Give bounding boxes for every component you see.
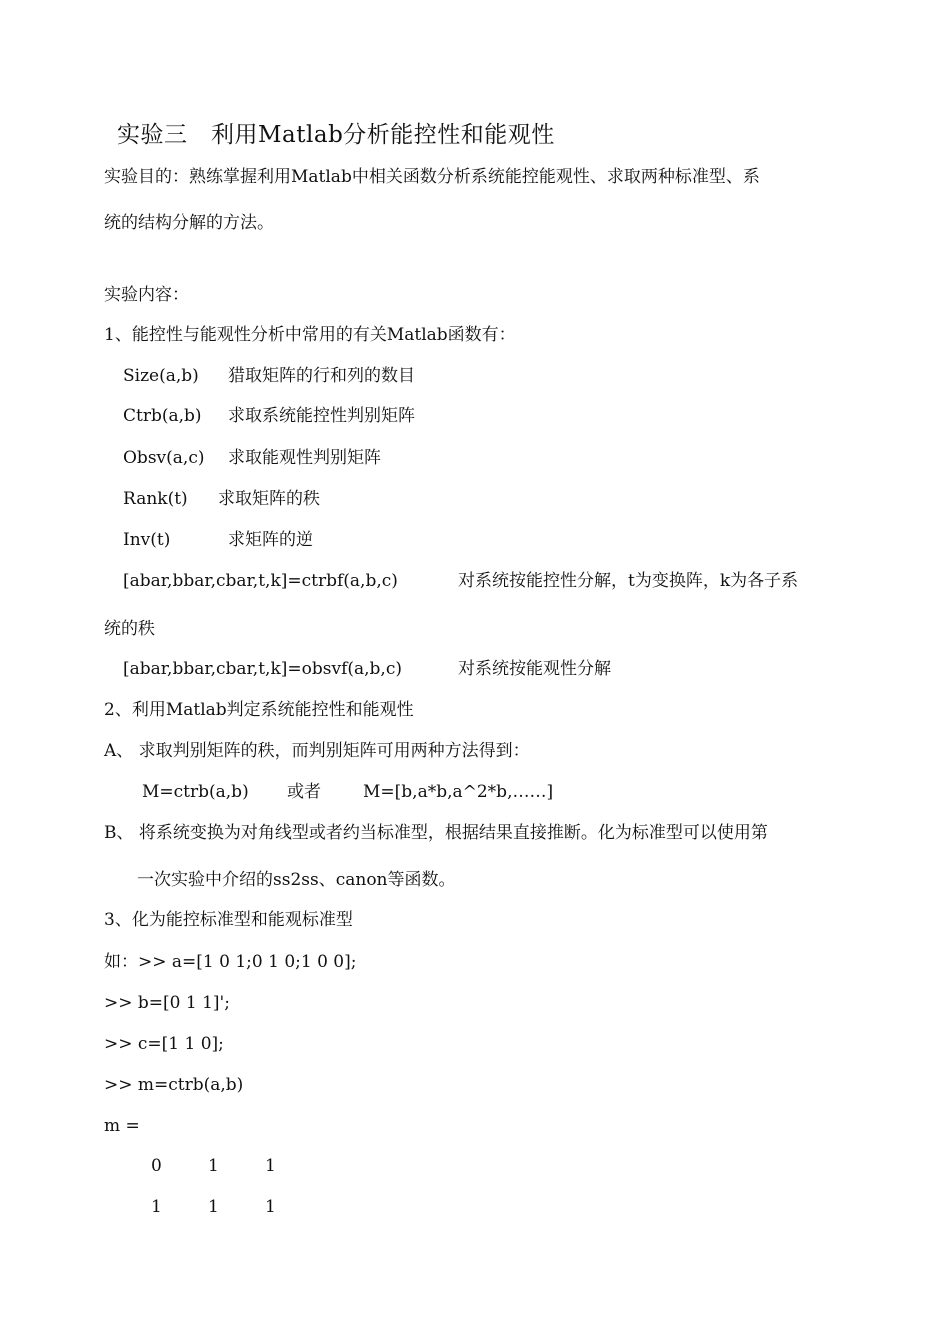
content-heading: 实验内容：	[104, 285, 189, 305]
matrix-cell: 0	[151, 1156, 162, 1176]
item-a-or: 或者	[287, 782, 321, 802]
item-a-formula-1: M=ctrb(a,b)	[142, 782, 249, 802]
function-name: Size(a,b)	[123, 366, 199, 386]
obsvf-desc: 对系统按能观性分解	[458, 659, 611, 679]
ctrbf-desc: 对系统按能控性分解，t为变换阵，k为各子系	[458, 571, 799, 591]
section3-heading: 3、化为能控标准型和能观标准型	[104, 910, 353, 930]
function-desc: 求取能观性判别矩阵	[228, 448, 381, 468]
code-line: >> c=[1 1 0];	[104, 1034, 224, 1054]
page-title: 实验三 利用Matlab分析能控性和能观性	[117, 122, 555, 148]
function-desc: 求取矩阵的秩	[218, 489, 320, 509]
code-line: 如：>> a=[1 0 1;0 1 0;1 0 0];	[104, 952, 357, 972]
matrix-cell: 1	[208, 1197, 219, 1217]
function-desc: 猎取矩阵的行和列的数目	[228, 366, 415, 386]
section1-heading: 1、能控性与能观性分析中常用的有关Matlab函数有：	[104, 325, 516, 345]
function-name: Rank(t)	[123, 489, 188, 509]
matrix-cell: 1	[265, 1197, 276, 1217]
output-label: m =	[104, 1116, 140, 1136]
code-line: >> b=[0 1 1]';	[104, 993, 230, 1013]
item-b-line-2: 一次实验中介绍的ss2ss、canon等函数。	[137, 870, 456, 890]
ctrbf-code: [abar,bbar,cbar,t,k]=ctrbf(a,b,c)	[123, 571, 398, 591]
function-desc: 求取系统能控性判别矩阵	[228, 406, 415, 426]
code-line: >> m=ctrb(a,b)	[104, 1075, 244, 1095]
purpose-line-2: 统的结构分解的方法。	[104, 213, 274, 233]
function-desc: 求矩阵的逆	[228, 530, 313, 550]
item-a: A、 求取判别矩阵的秩，而判别矩阵可用两种方法得到：	[104, 741, 530, 761]
function-name: Ctrb(a,b)	[123, 406, 202, 426]
purpose-line-1: 实验目的：熟练掌握利用Matlab中相关函数分析系统能控能观性、求取两种标准型、系	[104, 167, 760, 187]
ctrbf-desc-cont: 统的秩	[104, 619, 155, 639]
matrix-cell: 1	[151, 1197, 162, 1217]
item-b-line-1: B、 将系统变换为对角线型或者约当标准型，根据结果直接推断。化为标准型可以使用第	[104, 823, 768, 843]
matrix-cell: 1	[265, 1156, 276, 1176]
function-name: Obsv(a,c)	[123, 448, 205, 468]
function-name: Inv(t)	[123, 530, 171, 550]
obsvf-code: [abar,bbar,cbar,t,k]=obsvf(a,b,c)	[123, 659, 402, 679]
section2-heading: 2、利用Matlab判定系统能控性和能观性	[104, 700, 414, 720]
matrix-cell: 1	[208, 1156, 219, 1176]
item-a-formula-2: M=[b,a*b,a^2*b,……]	[363, 782, 554, 802]
